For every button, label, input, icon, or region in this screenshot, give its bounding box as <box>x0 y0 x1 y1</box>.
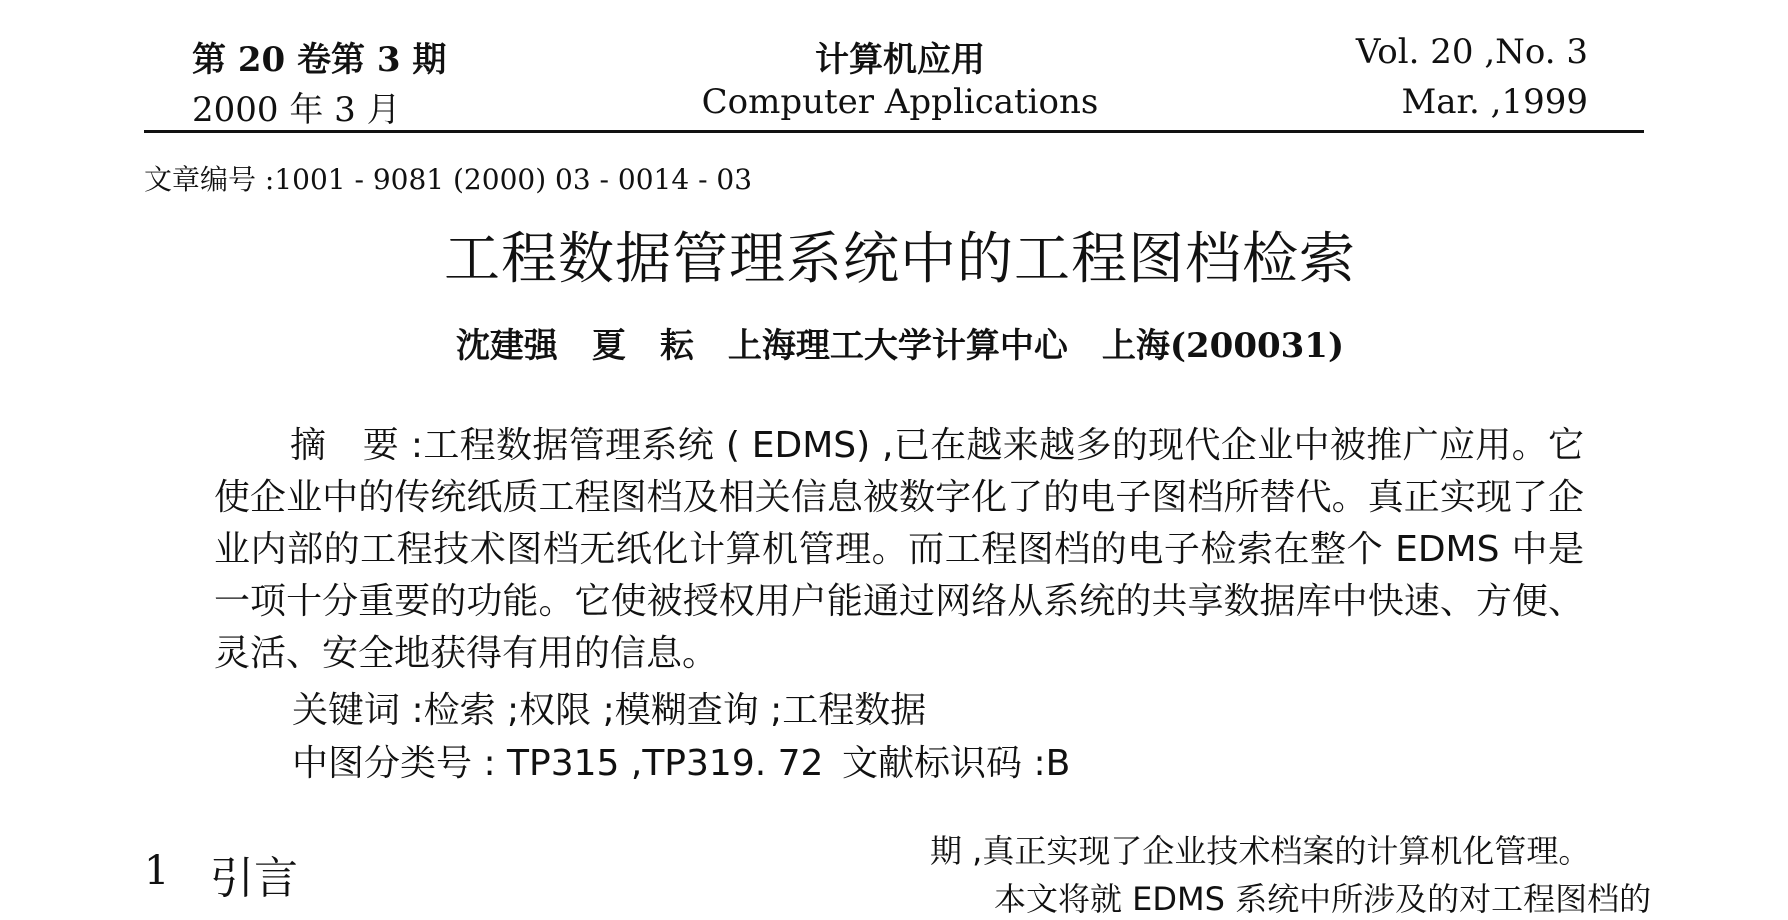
section-number: 1 <box>144 848 170 894</box>
journal-name-en: Computer Applications <box>701 82 1099 122</box>
date-en: Mar. ,1999 <box>1401 82 1588 122</box>
right-column-line-2: 本文将就 EDMS 系统中所涉及的对工程图档的 <box>994 880 1652 918</box>
abstract-text: 工程数据管理系统 ( EDMS) ,已在越来越多的现代企业中被推广应用。它使企业中的传统纸质工程图档及相关信息被数字化了的电子图档所替代。真正实现了企业内部的工程技术图档无纸化计算机管理。而工程图档的电子检索在整个 EDMS 中是一项十分重要的功能。它使被授权用户能通过网络从系统的共享数据库中快速、方便、灵活、安全地获得有用的信息。 <box>214 425 1584 674</box>
volume-issue-cn: 第 20 卷第 3 期 <box>192 40 447 80</box>
document-code: 文献标识码 :B <box>842 743 1071 784</box>
date-cn: 2000 年 3 月 <box>192 90 401 130</box>
journal-name-cn: 计算机应用 <box>815 40 985 80</box>
volume-issue-en: Vol. 20 ,No. 3 <box>1355 32 1588 72</box>
paper-title: 工程数据管理系统中的工程图档检索 <box>444 227 1356 292</box>
authors-affiliation: 沈建强 夏 耘 上海理工大学计算中心 上海(200031) <box>455 326 1345 366</box>
classification-number: 中图分类号 : TP315 ,TP319. 72 <box>292 743 824 784</box>
abstract <box>214 420 1584 680</box>
header-rule <box>144 130 1644 133</box>
right-column-line-1: 期 ,真正实现了企业技术档案的计算机化管理。 <box>930 832 1591 870</box>
abstract-label: 摘 要 : <box>290 425 423 466</box>
article-number: 文章编号 :1001 - 9081 (2000) 03 - 0014 - 03 <box>144 163 753 196</box>
keywords: 关键词 :检索 ;权限 ;模糊查询 ;工程数据 <box>292 690 927 731</box>
section-title: 引言 <box>210 853 298 904</box>
